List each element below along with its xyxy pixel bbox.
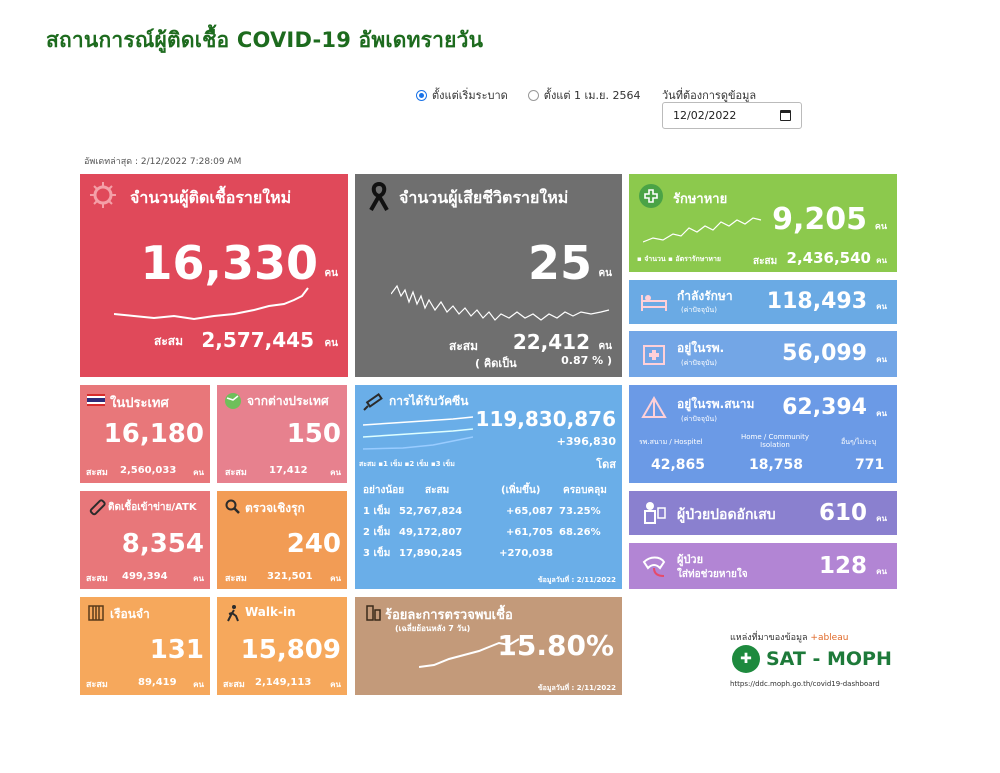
source-label <box>730 630 848 644</box>
in-hospital-label: อยู่ในรพ. <box>677 341 725 355</box>
calendar-icon[interactable] <box>780 110 791 121</box>
walkin-cum-label: สะสม <box>223 680 245 690</box>
lab-test-icon <box>363 603 383 623</box>
new-deaths-total: 22,412 <box>512 330 590 354</box>
source-text: แหล่งที่มาของข้อมูล <box>730 633 808 643</box>
prison-total: 89,419 <box>138 677 177 688</box>
page-title: สถานการณ์ผู้ติดเชื้อ COVID-19 อัพเดทรายวัน <box>46 28 484 52</box>
hospital-bed-icon <box>639 288 669 316</box>
ventilator-value: 128 <box>818 553 867 579</box>
vaccine-increase: +396,830 <box>556 435 616 448</box>
active-search-label: ตรวจเชิงรุก <box>245 501 305 515</box>
radio-since-outbreak[interactable] <box>416 86 508 104</box>
vaccine-inc: +65,087 <box>506 506 553 517</box>
field-other-label: อื่นๆ/ไม่ระบุ <box>841 438 877 446</box>
imported-unit: คน <box>330 468 341 477</box>
domestic-total: 2,560,033 <box>120 465 177 476</box>
vaccine-card <box>355 385 622 589</box>
atk-card <box>80 491 210 589</box>
domestic-unit: คน <box>193 468 204 477</box>
medical-cross-icon <box>639 184 663 208</box>
atk-test-icon <box>86 497 108 519</box>
tableau-logo: +ableau <box>810 633 849 643</box>
new-cases-label: จำนวนผู้ติดเชื้อรายใหม่ <box>130 188 292 207</box>
new-deaths-label: จำนวนผู้เสียชีวิตรายใหม่ <box>399 188 569 207</box>
in-treatment-sub: (ค่าปัจจุบัน) <box>681 306 717 314</box>
new-cases-total: 2,577,445 <box>201 328 314 352</box>
vaccine-dose: 3 เข็ม <box>363 548 391 559</box>
new-deaths-unit: คน <box>598 268 612 279</box>
vaccine-legend: สะสม ▪1 เข็ม ▪2 เข็ม ▪3 เข็ม <box>359 460 455 468</box>
in-treatment-unit: คน <box>876 302 887 311</box>
new-deaths-total-unit: คน <box>598 341 612 352</box>
walkin-value: 15,809 <box>240 635 341 665</box>
field-other-value: 771 <box>855 457 885 473</box>
sat-moph-text: SAT - MOPH <box>766 648 892 670</box>
recovered-total: 2,436,540 <box>786 249 871 267</box>
recovered-total-unit: คน <box>876 256 887 265</box>
death-rate-value: 0.87 % ) <box>561 354 612 367</box>
vaccine-cum: 17,890,245 <box>399 548 463 559</box>
recovered-label: รักษาหาย <box>673 192 728 207</box>
imported-cum-label: สะสม <box>225 468 247 478</box>
vaccine-data-date: ข้อมูลวันที่ : 2/11/2022 <box>537 576 616 584</box>
patient-icon <box>639 499 669 527</box>
new-deaths-value: 25 <box>527 236 592 290</box>
recovered-legend-count: ▪ จำนวน ▪ อัตรารักษาหาย <box>637 255 721 263</box>
atk-total: 499,394 <box>122 571 168 582</box>
table-row <box>363 543 611 564</box>
period-filter <box>416 86 640 104</box>
prison-cum-label: สะสม <box>86 680 108 690</box>
new-deaths-trend-line <box>391 282 611 328</box>
positive-rate-sub: (เฉลี่ยย้อนหลัง 7 วัน) <box>395 624 471 633</box>
table-row <box>363 522 611 543</box>
field-hospital-value: 62,394 <box>782 395 867 420</box>
field-hci-value: 18,758 <box>749 457 804 473</box>
in-treatment-label: กำลังรักษา <box>677 289 733 303</box>
prison-value: 131 <box>149 635 204 665</box>
imported-card <box>217 385 347 483</box>
tent-icon <box>639 393 669 421</box>
in-treatment-card <box>629 280 897 324</box>
new-cases-trend-line <box>114 286 310 326</box>
walkin-unit: คน <box>330 680 341 689</box>
field-hospital-sub: (ค่าปัจจุบัน) <box>681 415 717 423</box>
recovered-card <box>629 174 897 272</box>
death-rate-label: ( คิดเป็น <box>475 357 517 370</box>
date-value: 12/02/2022 <box>673 109 737 122</box>
vaccine-dose: 1 เข็ม <box>363 506 391 517</box>
virus-icon <box>88 180 118 210</box>
positive-rate-value: 15.80% <box>497 629 614 662</box>
new-deaths-cum-label: สะสม <box>449 339 479 353</box>
ventilator-unit: คน <box>876 567 887 576</box>
sat-moph-logo <box>732 645 892 673</box>
vaccine-col-min: อย่างน้อย <box>363 485 405 496</box>
globe-plane-icon <box>223 391 243 411</box>
walkin-total: 2,149,113 <box>255 677 312 688</box>
pneumonia-card <box>629 491 897 535</box>
new-cases-cum-label: สะสม <box>154 334 184 348</box>
positive-rate-card <box>355 597 622 695</box>
ribbon-icon <box>367 182 391 212</box>
prison-card <box>80 597 210 695</box>
recovered-value: 9,205 <box>772 202 867 237</box>
field-hci-label: Home / Community Isolation <box>741 433 809 449</box>
new-cases-unit: คน <box>324 268 338 279</box>
field-hospital-label: อยู่ในรพ.สนาม <box>677 397 755 411</box>
table-row <box>363 501 611 522</box>
imported-label: จากต่างประเทศ <box>247 394 329 408</box>
vaccine-inc: +61,705 <box>506 527 553 538</box>
search-icon <box>223 497 243 517</box>
radio-unchecked-icon[interactable] <box>528 90 539 101</box>
walkin-card <box>217 597 347 695</box>
vaccine-table-header <box>363 480 611 501</box>
moph-emblem-icon: ✚ <box>732 645 760 673</box>
thai-flag-icon <box>86 393 106 407</box>
active-search-value: 240 <box>286 529 341 559</box>
imported-value: 150 <box>286 419 341 449</box>
pneumonia-label: ผู้ป่วยปอดอักเสบ <box>677 507 776 523</box>
radio-checked-icon[interactable] <box>416 90 427 101</box>
date-label: วันที่ต้องการดูข้อมูล <box>662 89 757 102</box>
field-hospitel-value: 42,865 <box>651 457 706 473</box>
source-url[interactable]: https://ddc.moph.go.th/covid19-dashboard <box>730 680 880 688</box>
vaccine-label: การได้รับวัคซีน <box>389 394 469 408</box>
atk-value: 8,354 <box>121 529 204 559</box>
field-hospitel-label: รพ.สนาม / Hospitel <box>639 438 703 446</box>
vaccine-total: 119,830,876 <box>475 407 616 431</box>
vaccine-dose-unit: โดส <box>596 458 616 471</box>
vaccine-cov: 73.25% <box>559 506 601 517</box>
radio-since-april-label: ตั้งแต่ 1 เม.ย. 2564 <box>543 89 641 102</box>
recovered-trend-line <box>643 212 763 248</box>
in-hospital-unit: คน <box>876 355 887 364</box>
recovered-unit: คน <box>874 222 887 232</box>
ventilator-icon <box>639 551 669 581</box>
prison-unit: คน <box>193 680 204 689</box>
active-search-unit: คน <box>330 574 341 583</box>
imported-total: 17,412 <box>269 465 308 476</box>
active-search-card <box>217 491 347 589</box>
domestic-cum-label: สะสม <box>86 468 108 478</box>
pneumonia-value: 610 <box>818 500 867 526</box>
active-search-total: 321,501 <box>267 571 313 582</box>
domestic-label: ในประเทศ <box>110 396 169 411</box>
atk-unit: คน <box>193 574 204 583</box>
in-treatment-value: 118,493 <box>766 289 867 314</box>
pneumonia-unit: คน <box>876 514 887 523</box>
ventilator-card <box>629 543 897 589</box>
field-hospital-card <box>629 385 897 483</box>
domestic-value: 16,180 <box>103 419 204 449</box>
vaccine-dose: 2 เข็ม <box>363 527 391 538</box>
vaccine-cum: 52,767,824 <box>399 506 463 517</box>
prison-bars-icon <box>86 603 106 623</box>
vaccine-col-inc: (เพิ่มขึ้น) <box>501 485 541 496</box>
vaccine-inc: +270,038 <box>499 548 553 559</box>
domestic-card <box>80 385 210 483</box>
vaccine-table <box>363 480 611 564</box>
ventilator-label2: ใส่ท่อช่วยหายใจ <box>677 569 748 580</box>
vaccine-col-cum: สะสม <box>425 485 450 496</box>
syringe-icon <box>361 389 387 413</box>
vaccine-trend-lines <box>363 415 473 451</box>
vaccine-col-cov: ครอบคลุม <box>563 485 607 496</box>
date-input[interactable] <box>662 102 802 129</box>
radio-since-outbreak-label: ตั้งแต่เริ่มระบาด <box>432 89 508 102</box>
in-hospital-value: 56,099 <box>782 341 867 366</box>
field-hospital-unit: คน <box>876 409 887 418</box>
vaccine-cum: 49,172,807 <box>399 527 463 538</box>
radio-since-april[interactable] <box>528 86 641 104</box>
ventilator-label: ผู้ป่วย <box>677 553 704 566</box>
recovered-cum-label: สะสม <box>753 256 778 267</box>
active-search-cum-label: สะสม <box>225 574 247 584</box>
positive-rate-label: ร้อยละการตรวจพบเชื้อ <box>385 608 513 623</box>
atk-label: ติดเชื้อเข้าข่าย/ATK <box>108 502 197 513</box>
new-deaths-card <box>355 174 622 377</box>
new-cases-card <box>80 174 348 377</box>
positive-rate-data-date: ข้อมูลวันที่ : 2/11/2022 <box>537 684 616 692</box>
prison-label: เรือนจำ <box>110 607 150 621</box>
in-hospital-sub: (ค่าปัจจุบัน) <box>681 359 717 367</box>
walking-person-icon <box>223 603 243 623</box>
hospital-building-icon <box>641 341 667 367</box>
last-updated: อัพเดทล่าสุด : 2/12/2022 7:28:09 AM <box>84 157 242 167</box>
atk-cum-label: สะสม <box>86 574 108 584</box>
vaccine-cov: 68.26% <box>559 527 601 538</box>
in-hospital-card <box>629 331 897 377</box>
walkin-label: Walk-in <box>245 605 296 619</box>
new-cases-total-unit: คน <box>324 338 338 349</box>
new-cases-value: 16,330 <box>140 236 318 290</box>
